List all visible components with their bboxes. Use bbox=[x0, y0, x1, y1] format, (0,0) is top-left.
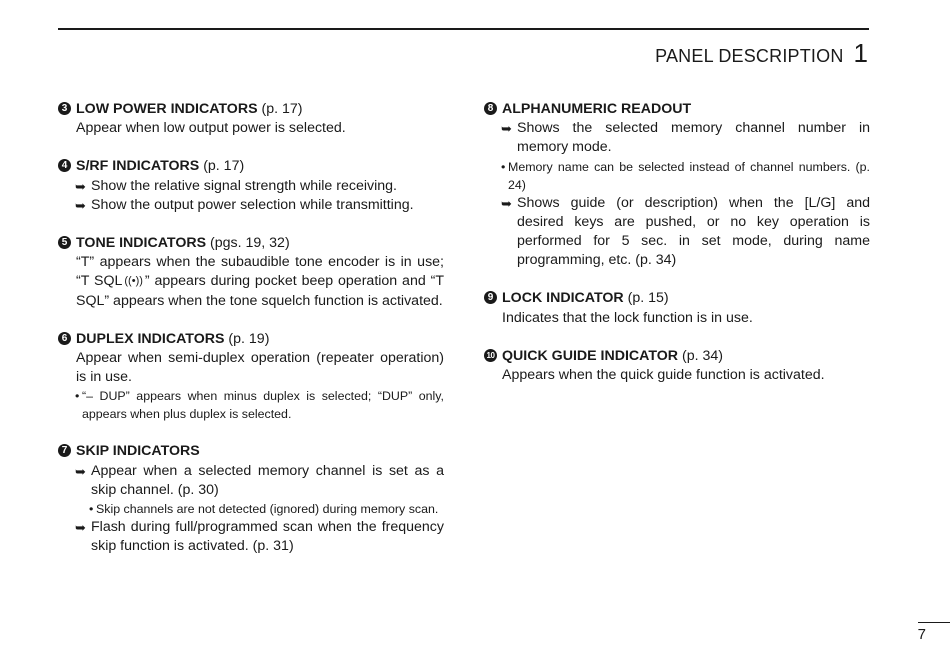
chapter-number: 1 bbox=[853, 38, 868, 68]
bullet-item bbox=[58, 518, 444, 556]
section-title: LOW POWER INDICATORS bbox=[76, 101, 258, 117]
bullet-dot: • bbox=[501, 159, 506, 174]
description: Appear when semi-duplex operation (repeater operation) is in use. bbox=[76, 350, 444, 386]
page-reference: (p. 15) bbox=[627, 290, 669, 307]
note-text: Memory name can be selected instead of channel numbers. (p. 24) bbox=[508, 159, 870, 192]
note-item bbox=[58, 387, 444, 423]
page-reference: (p. 17) bbox=[261, 101, 303, 117]
section-duplex-indicators bbox=[58, 330, 444, 424]
page-reference: (p. 34) bbox=[682, 347, 724, 364]
section-number-badge: 3 bbox=[58, 102, 71, 115]
bullet-text: Appear when a selected memory channel is set as a skip channel. (p. 30) bbox=[91, 462, 444, 498]
bullet-dot: • bbox=[75, 389, 80, 404]
section-s-rf-indicators bbox=[58, 157, 444, 215]
pocket-beep-icon: ((•)) bbox=[124, 275, 143, 288]
bullet-item bbox=[484, 119, 870, 157]
section-tone-indicators bbox=[58, 234, 444, 311]
section-number-badge: 7 bbox=[58, 444, 71, 457]
bullet-text: Shows the selected memory channel number in memory mode. bbox=[517, 120, 870, 156]
bullet-text: Flash during full/programmed scan when the frequency skip function is activated. (p. 31) bbox=[91, 519, 444, 555]
page-number: 7 bbox=[917, 626, 926, 643]
section-heading bbox=[484, 100, 870, 119]
page-reference: (pgs. 19, 32) bbox=[210, 235, 290, 252]
section-title: TONE INDICATORS bbox=[76, 235, 207, 252]
description: Appear when low output power is selected. bbox=[76, 120, 346, 137]
section-number-badge: 4 bbox=[58, 159, 71, 172]
section-title: SKIP INDICATORS bbox=[76, 443, 200, 460]
section-number-badge: 10 bbox=[484, 349, 497, 362]
note-text: Skip channels are not detected (ignored) during memory scan. bbox=[96, 502, 439, 517]
bullet-text: Show the output power selection while transmitting. bbox=[91, 196, 414, 213]
bullet-text: Shows guide (or description) when the [L/G] and desired keys are pushed, or no key operation is performed for 5 sec. in set mode, during name programming, etc. (p. 34) bbox=[517, 194, 870, 269]
header-title: PANEL DESCRIPTION bbox=[655, 46, 844, 66]
section-title: ALPHANUMERIC READOUT bbox=[502, 101, 692, 117]
section-title: LOCK INDICATOR bbox=[502, 290, 624, 307]
section-title: QUICK GUIDE INDICATOR bbox=[502, 347, 679, 364]
note-text: “– DUP” appears when minus duplex is selected; “DUP” only, appears when plus duplex is selected. bbox=[82, 389, 444, 422]
arrow-icon: ➥ bbox=[75, 178, 86, 194]
arrow-icon: ➥ bbox=[501, 195, 512, 211]
page-reference: (p. 17) bbox=[203, 158, 245, 175]
arrow-icon: ➥ bbox=[75, 197, 86, 213]
section-heading bbox=[58, 100, 444, 119]
section-number-badge: 9 bbox=[484, 291, 497, 304]
section-alphanumeric-readout bbox=[484, 100, 870, 270]
description-part-2: ” appears during pocket beep operation and “T SQL” appears when the tone squelch function is activated. bbox=[76, 273, 444, 309]
bullet-text: Show the relative signal strength while receiving. bbox=[91, 177, 397, 194]
section-lock-indicator bbox=[484, 289, 870, 327]
description: Indicates that the lock function is in use. bbox=[502, 309, 753, 326]
section-heading bbox=[58, 442, 444, 461]
section-skip-indicators bbox=[58, 442, 444, 556]
page-header bbox=[655, 38, 868, 69]
bullet-dot: • bbox=[89, 502, 94, 517]
arrow-icon: ➥ bbox=[75, 520, 86, 536]
section-number-badge: 5 bbox=[58, 236, 71, 249]
description bbox=[58, 253, 444, 311]
arrow-icon: ➥ bbox=[75, 463, 86, 479]
bullet-item bbox=[484, 194, 870, 271]
page-reference: (p. 19) bbox=[228, 330, 270, 347]
left-column bbox=[58, 100, 444, 575]
note-item bbox=[484, 158, 870, 194]
bullet-item bbox=[58, 196, 444, 215]
bullet-item bbox=[58, 462, 444, 500]
note-item bbox=[58, 500, 444, 518]
top-rule bbox=[58, 28, 869, 30]
section-number-badge: 6 bbox=[58, 332, 71, 345]
bullet-item bbox=[58, 177, 444, 196]
section-heading bbox=[58, 330, 444, 349]
section-heading bbox=[58, 157, 444, 176]
right-column bbox=[484, 100, 870, 404]
bottom-rule bbox=[918, 622, 950, 623]
section-title: S/RF INDICATORS bbox=[76, 158, 200, 175]
section-title: DUPLEX INDICATORS bbox=[76, 330, 225, 347]
section-quick-guide-indicator bbox=[484, 347, 870, 385]
section-low-power-indicators bbox=[58, 100, 444, 138]
section-heading bbox=[484, 347, 870, 366]
section-heading bbox=[484, 289, 870, 308]
arrow-icon: ➥ bbox=[501, 121, 512, 137]
section-heading bbox=[58, 234, 444, 253]
section-number-badge: 8 bbox=[484, 102, 497, 115]
description-part-1: “T” appears when the subaudible tone encoder is in use; “T SQL bbox=[76, 254, 444, 290]
description: Appears when the quick guide function is activated. bbox=[502, 367, 825, 384]
